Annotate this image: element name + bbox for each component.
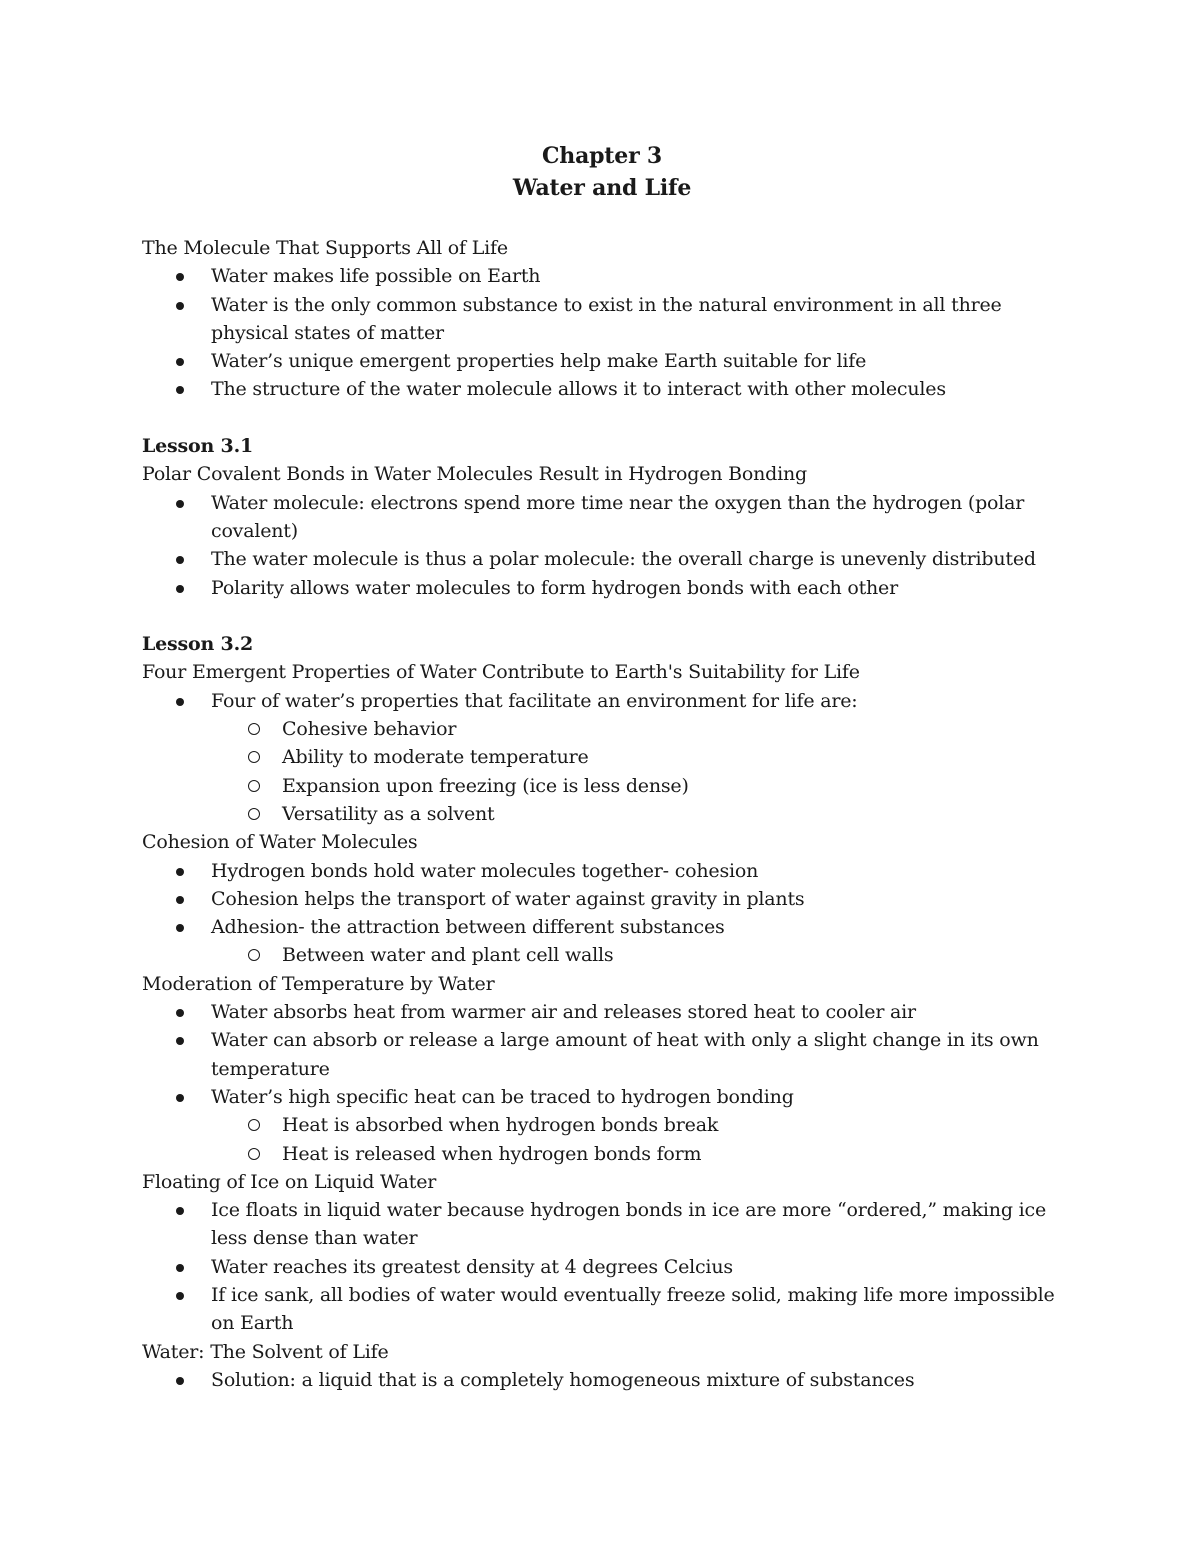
temperature-bullet-list [142,998,1062,1168]
bullet-icon [176,1207,184,1215]
bullet-icon [176,386,184,394]
section-heading-ice: Floating of Ice on Liquid Water [142,1170,437,1193]
bullet-icon [176,924,184,932]
sub-list-item: Heat is released when hydrogen bonds form [282,1140,1062,1168]
hollow-bullet-icon [248,751,260,763]
sub-list-item: Between water and plant cell walls [282,941,1062,969]
hollow-bullet-icon [248,1119,260,1131]
hollow-bullet-icon [248,1148,260,1160]
lesson-label-3-1: Lesson 3.1 [142,435,253,458]
section-heading-lesson-3-1: Polar Covalent Bonds in Water Molecules Result in Hydrogen Bonding [142,463,807,486]
list-item: Polarity allows water molecules to form hydrogen bonds with each other [211,574,1062,602]
bullet-icon [176,302,184,310]
list-item: If ice sank, all bodies of water would eventually freeze solid, making life more impossible on Earth [211,1281,1062,1338]
list-item: Four of water’s properties that facilitate an environment for life are: Cohesive behavior Ability to moderate temperature Expansion upon freezing (ice is less dense) Versatility as a solvent [211,687,1062,828]
list-item: Ice floats in liquid water because hydrogen bonds in ice are more “ordered,” making ice less dense than water [211,1196,1062,1253]
sub-list-item: Heat is absorbed when hydrogen bonds break [282,1111,1062,1139]
section-heading-solvent: Water: The Solvent of Life [142,1340,389,1363]
cohesion-bullet-list [142,857,1062,970]
section-heading-intro: The Molecule That Supports All of Life [142,237,508,259]
sub-list-item: Expansion upon freezing (ice is less dense) [282,772,1062,800]
bullet-icon [176,273,184,281]
document-page [142,140,1062,1394]
section-heading-temperature: Moderation of Temperature by Water [142,972,495,995]
solvent-bullet-list [142,1366,1062,1394]
list-item: Water’s high specific heat can be traced to hydrogen bonding Heat is absorbed when hydrogen bonds break Heat is released when hydrogen bonds form [211,1083,1062,1168]
chapter-title: Chapter 3 [541,143,663,169]
spacer [142,602,1062,630]
bullet-icon [176,1377,184,1385]
hollow-bullet-icon [248,780,260,792]
bullet-icon [176,556,184,564]
bullet-icon [176,1009,184,1017]
lesson-label-3-2: Lesson 3.2 [142,633,253,656]
bullet-icon [176,585,184,593]
list-item: Water molecule: electrons spend more time near the oxygen than the hydrogen (polar covalent) [211,489,1062,546]
section-heading-lesson-3-2: Four Emergent Properties of Water Contribute to Earth's Suitability for Life [142,661,860,684]
sub-list-item: Cohesive behavior [282,715,1062,743]
spacer [142,404,1062,432]
list-item: The water molecule is thus a polar molecule: the overall charge is unevenly distributed [211,545,1062,573]
properties-sub-list [211,715,1062,828]
bullet-icon [176,1094,184,1102]
list-item: Solution: a liquid that is a completely homogeneous mixture of substances [211,1366,1062,1394]
bullet-icon [176,500,184,508]
bullet-icon [176,1292,184,1300]
sub-list-item: Versatility as a solvent [282,800,1062,828]
list-item: Water reaches its greatest density at 4 degrees Celcius [211,1253,1062,1281]
list-item: Water’s unique emergent properties help make Earth suitable for life [211,347,1062,375]
adhesion-sub-list [211,941,1062,969]
intro-bullet-list [142,262,1062,403]
list-item: Water absorbs heat from warmer air and releases stored heat to cooler air [211,998,1062,1026]
specific-heat-sub-list [211,1111,1062,1168]
bullet-icon [176,896,184,904]
bullet-icon [176,698,184,706]
bullet-icon [176,1264,184,1272]
list-item: Water makes life possible on Earth [211,262,1062,290]
hollow-bullet-icon [248,808,260,820]
title-block [142,140,1062,204]
hollow-bullet-icon [248,723,260,735]
hollow-bullet-icon [248,949,260,961]
lesson-3-1-bullet-list [142,489,1062,602]
list-item: Hydrogen bonds hold water molecules together- cohesion [211,857,1062,885]
lesson-3-2-bullet-list [142,687,1062,828]
list-item: Water is the only common substance to exist in the natural environment in all three physical states of matter [211,291,1062,348]
chapter-subtitle: Water and Life [512,175,692,201]
bullet-icon [176,358,184,366]
list-item: Cohesion helps the transport of water against gravity in plants [211,885,1062,913]
list-item: Water can absorb or release a large amount of heat with only a slight change in its own temperature [211,1026,1062,1083]
list-item: The structure of the water molecule allows it to interact with other molecules [211,375,1062,403]
sub-list-item: Ability to moderate temperature [282,743,1062,771]
bullet-icon [176,1037,184,1045]
ice-bullet-list [142,1196,1062,1337]
list-item: Adhesion- the attraction between different substances Between water and plant cell walls [211,913,1062,970]
section-heading-cohesion: Cohesion of Water Molecules [142,831,418,854]
bullet-icon [176,868,184,876]
